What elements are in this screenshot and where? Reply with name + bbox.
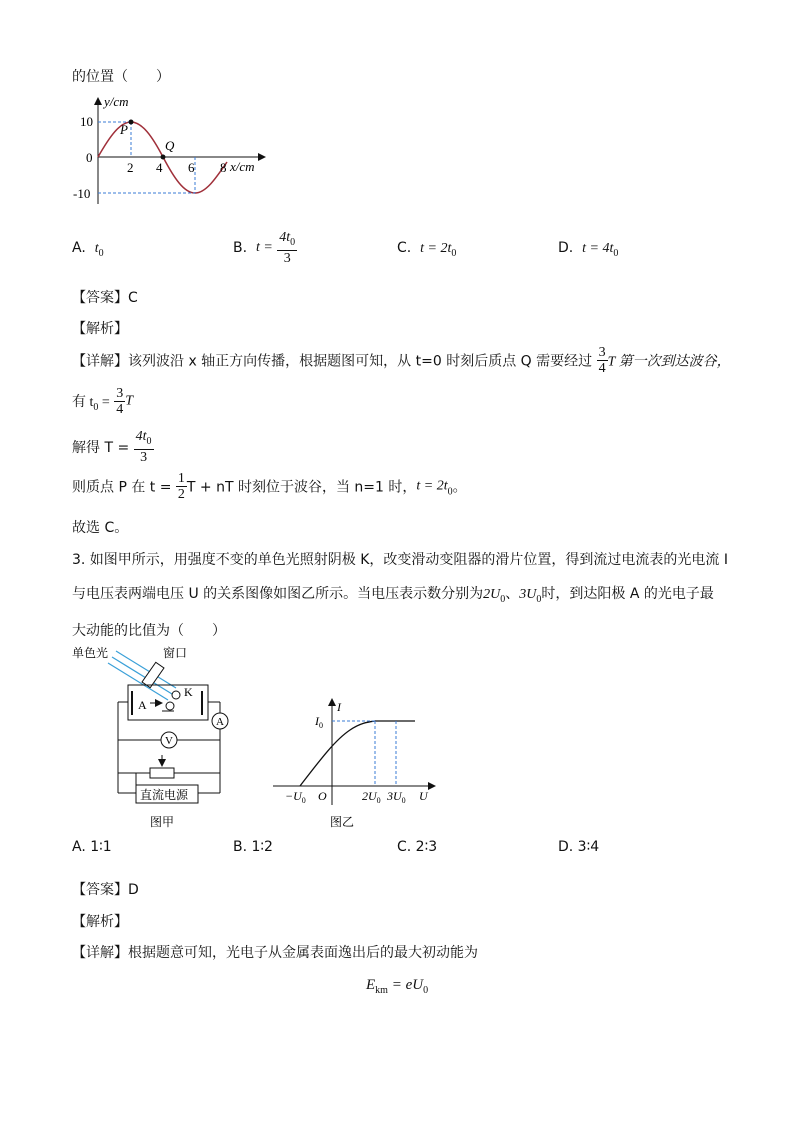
voltmeter-label: V: [165, 735, 173, 747]
three-u0-label: $3U_0$: [387, 789, 406, 805]
option-a[interactable]: A. 1∶1: [72, 839, 112, 855]
window-label: 窗口: [163, 646, 188, 660]
question-text: 大动能的比值为（ ）: [72, 623, 226, 639]
x-tick: 2: [127, 160, 134, 175]
iu-curve: [300, 721, 415, 786]
question-text: 的位置（ ）: [72, 69, 170, 85]
point-q-marker: [161, 155, 166, 160]
rheostat-symbol: [150, 768, 174, 778]
two-u0-label: $2U_0$: [362, 789, 381, 805]
question-text: 3. 如图甲所示，用强度不变的单色光照射阴极 K，改变滑动变阻器的滑片位置，得到流过电流表的光电流 I: [72, 552, 729, 568]
cathode-label: K: [184, 685, 193, 699]
graph-caption: 图乙: [330, 815, 355, 829]
option-b[interactable]: B. 1∶2: [233, 839, 273, 855]
option-c[interactable]: C. $t = 2t_0$: [397, 240, 457, 259]
option-a[interactable]: A. $t_0$: [72, 240, 104, 259]
y-tick: 0: [86, 150, 93, 165]
i0-label: $I_0$: [315, 714, 323, 730]
detail-line: 解得 T = $\frac{4t_0}{3}$: [72, 429, 152, 465]
circuit-caption: 图甲: [150, 815, 175, 829]
answer: 【答案】C: [72, 290, 138, 306]
formula: $E_{km} = eU_0$: [366, 977, 429, 996]
conclusion: 故选 C。: [72, 520, 129, 536]
point-p-marker: [129, 120, 134, 125]
i-axis-label: I: [337, 700, 341, 714]
anode-label: A: [138, 698, 147, 712]
answer: 【答案】D: [72, 882, 139, 898]
window-glass: [142, 662, 164, 687]
option-d[interactable]: D. 3∶4: [558, 839, 600, 855]
detail-line: 有 $t_0$ = $\frac{3}{4}$ T: [72, 386, 134, 417]
iu-graph: [265, 695, 445, 835]
option-b[interactable]: B. t = $\frac{4t_0}{3}$: [233, 230, 296, 266]
u-axis-label: U: [419, 789, 428, 803]
circuit-diagram: [70, 643, 240, 833]
x-axis-label: x/cm: [230, 159, 255, 174]
analysis-heading: 【解析】: [72, 321, 128, 337]
detail-line: 则质点 P 在 t = $\frac{1}{2}$ T + nT 时刻位于波谷，当 n=1 时，$t = 2t_0$。: [72, 471, 467, 502]
analysis-heading: 【解析】: [72, 914, 128, 930]
y-axis-label: y/cm: [104, 94, 129, 109]
question-text: 与电压表两端电压 U 的关系图像如图乙所示。当电压表示数分别为$2U_0$、$3U_0$时，到达阳极 A 的光电子最: [72, 586, 714, 605]
wave-graph: [70, 92, 280, 212]
x-tick: 6: [188, 160, 195, 175]
point-p-label: P: [120, 122, 128, 137]
power-label: 直流电源: [140, 788, 189, 802]
option-d[interactable]: D. $t = 4t_0$: [558, 240, 619, 259]
ammeter-label: A: [216, 716, 224, 728]
x-tick: 4: [156, 160, 163, 175]
point-q-label: Q: [165, 138, 175, 153]
option-c[interactable]: C. 2∶3: [397, 839, 438, 855]
detail-line: 【详解】根据题意可知，光电子从金属表面逸出后的最大初动能为: [72, 945, 478, 961]
origin-label: O: [318, 789, 327, 803]
light-label: 单色光: [72, 646, 109, 660]
y-tick: -10: [73, 186, 91, 201]
y-tick: 10: [80, 114, 93, 129]
detail-line: 【详解】该列波沿 x 轴正方向传播，根据题图可知，从 t=0 时刻后质点 Q 需要经过 $\frac{3}{4}$ T 第一次到达波谷，: [72, 345, 731, 376]
neg-u0-label: $-U_0$: [285, 789, 306, 805]
x-tick: 8: [220, 160, 227, 175]
